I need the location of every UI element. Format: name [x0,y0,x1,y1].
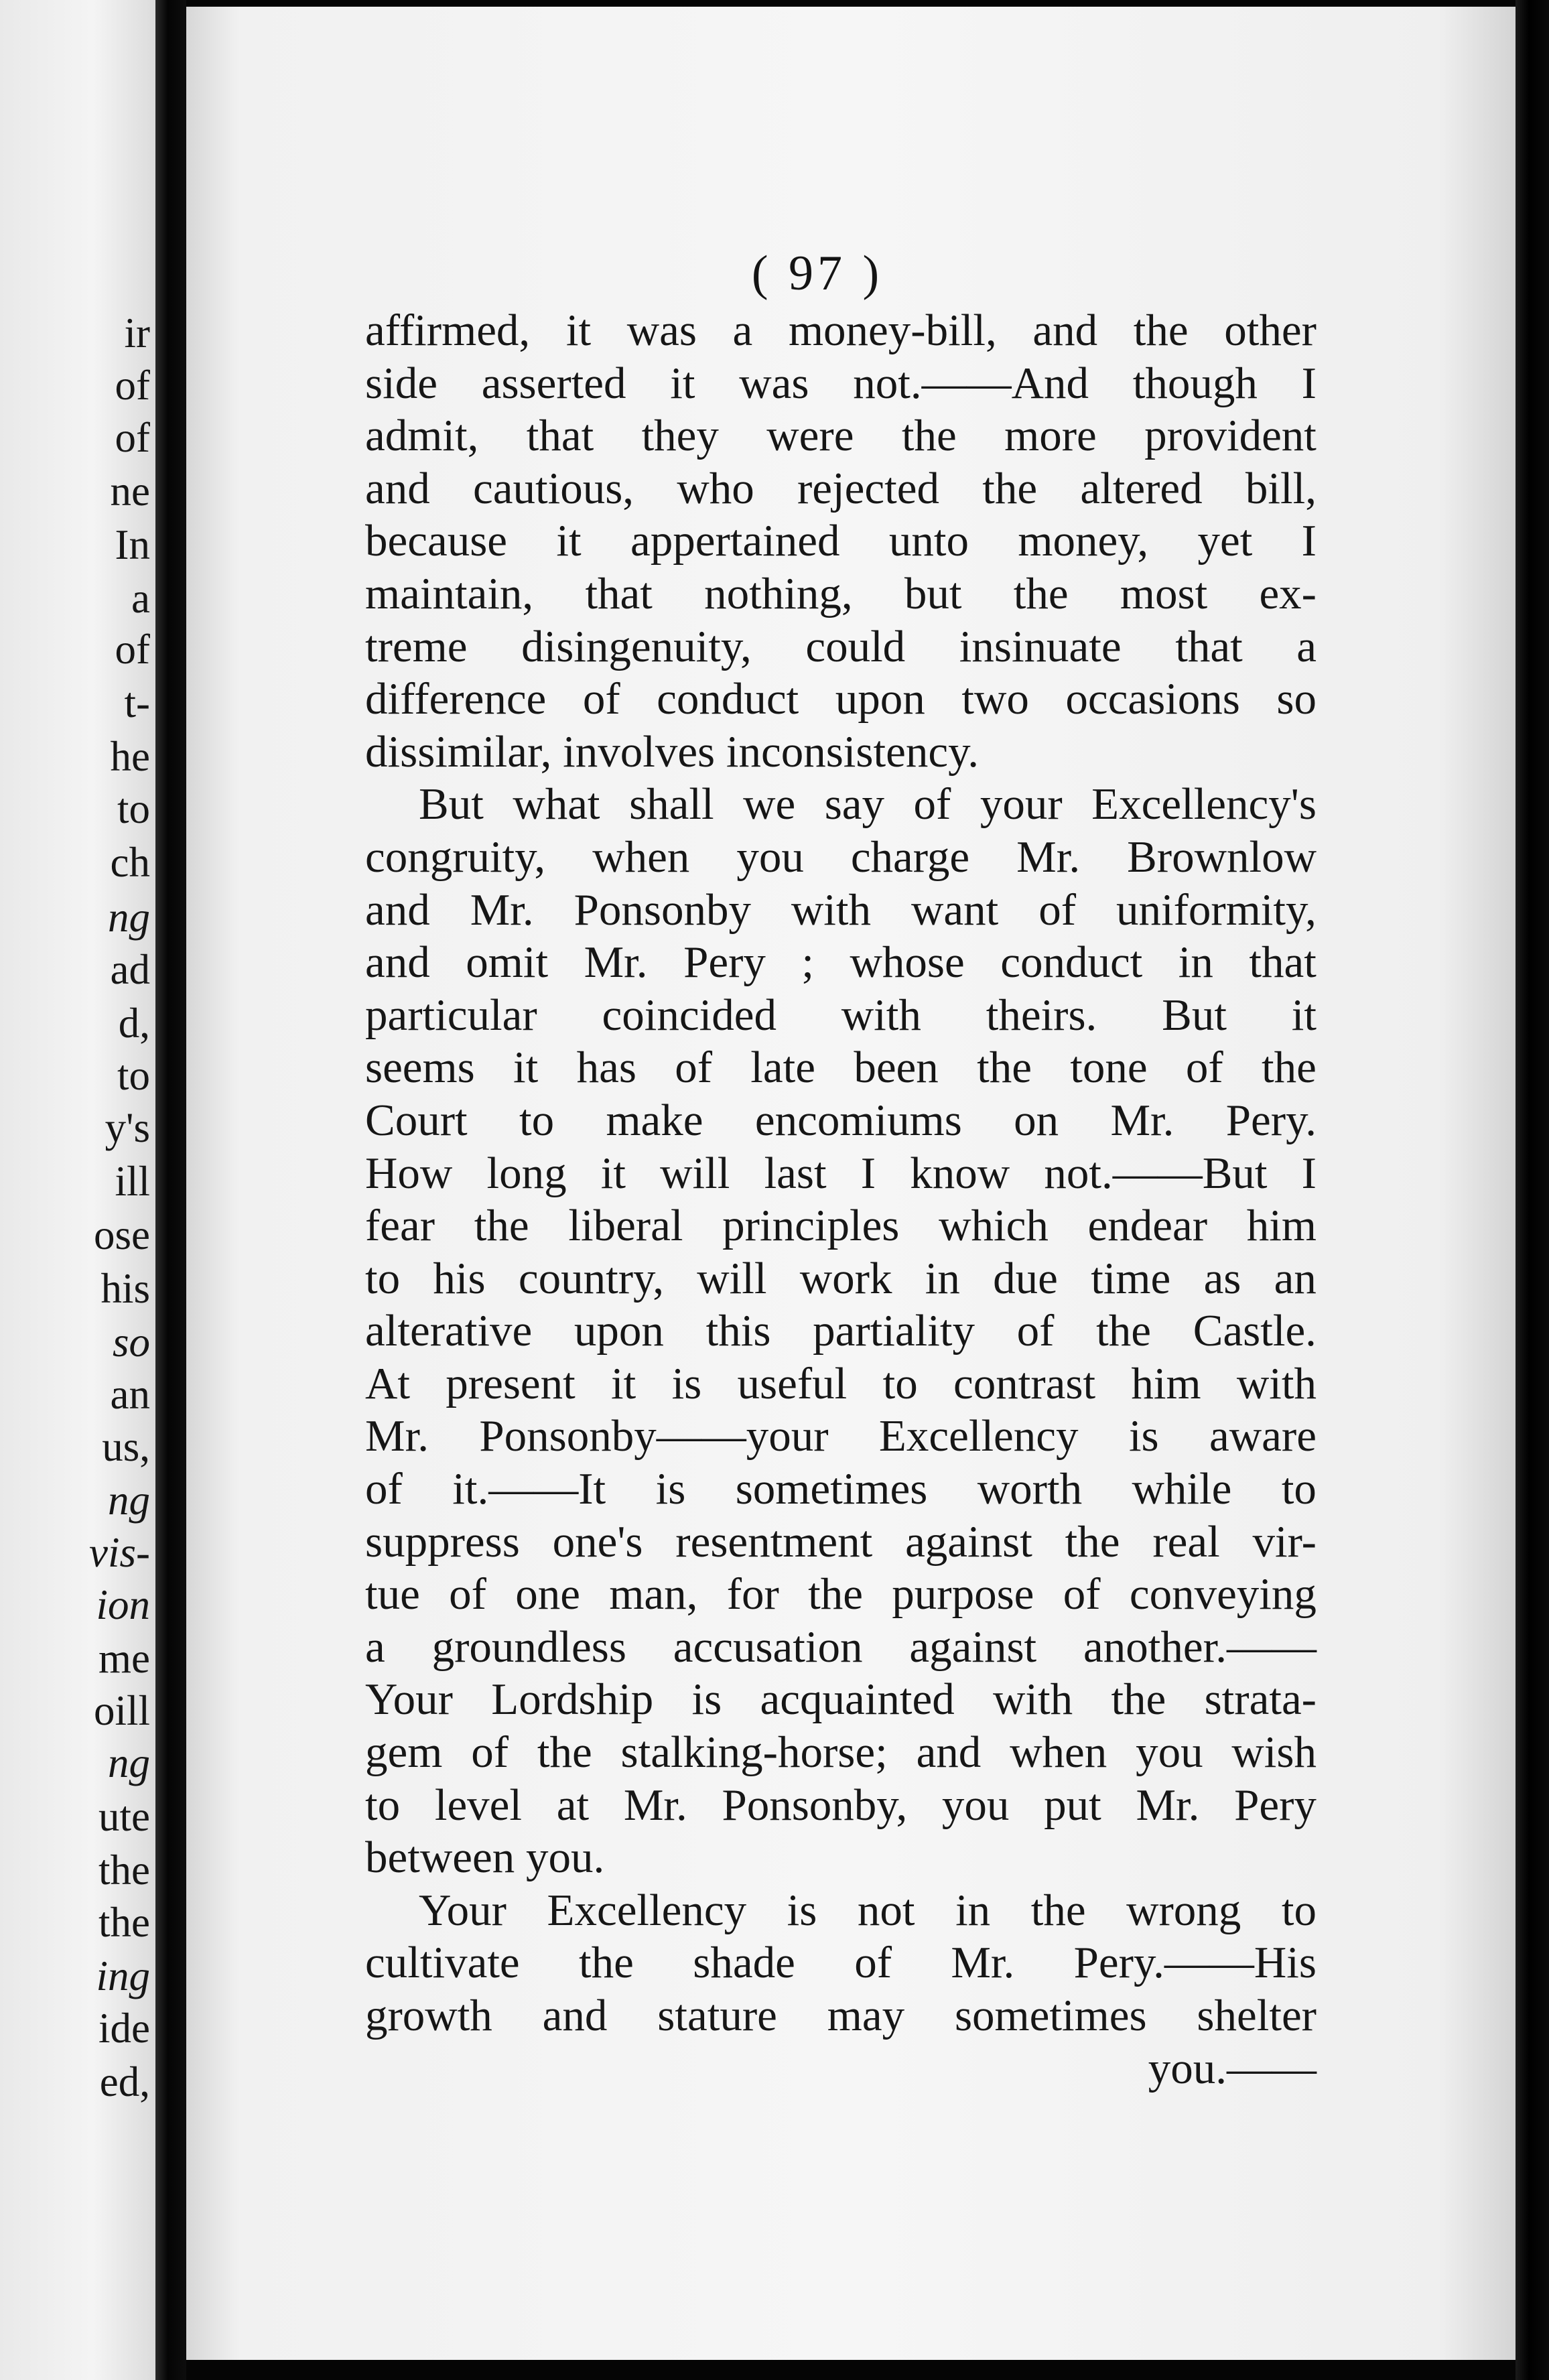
text-line: cultivate the shade of Mr. Pery.——His [365,1938,1317,1988]
left-margin-fragment: a [131,575,150,622]
text-line: suppress one's resentment against the real vir- [365,1516,1317,1567]
text-line: admit, that they were the more provident [365,411,1317,461]
text-line: particular coincided with theirs. But it [365,990,1317,1040]
right-page-edge [1516,0,1549,2380]
left-margin-fragment: t- [124,679,150,726]
page-number: ( 97 ) [751,246,884,301]
text-line: gem of the stalking-horse; and when you wish [365,1727,1317,1778]
left-margin-fragment: ed, [99,2058,150,2105]
text-line: affirmed, it was a money-bill, and the other [365,306,1317,355]
left-margin-fragment: to [117,785,150,832]
left-margin-fragment: so [112,1319,150,1366]
text-line: to his country, will work in due time as an [365,1253,1317,1303]
text-line: Mr. Ponsonby——your Excellency is aware [365,1411,1317,1461]
text-line: Your Lordship is acquainted with the strata- [365,1674,1317,1725]
text-line: congruity, when you charge Mr. Brownlow [365,832,1317,882]
left-margin-fragment: ill [115,1158,150,1205]
text-line: a groundless accusation against another.—— [365,1622,1317,1672]
left-margin-fragment: vis- [89,1529,150,1576]
left-margin-fragment: us, [102,1423,150,1470]
text-line: fear the liberal principles which endear him [365,1201,1317,1251]
left-margin-fragment: ng [108,1477,150,1524]
left-margin-fragment: of [115,626,150,673]
text-line: maintain, that nothing, but the most ex- [365,568,1317,618]
left-margin-fragment: to [117,1052,150,1099]
text-line: But what shall we say of your Excellency's [419,779,1317,830]
left-margin-fragment: an [110,1371,150,1418]
left-margin-fragment: ute [98,1793,150,1840]
left-margin-fragment: ne [110,468,150,515]
text-line: dissimilar, involves inconsistency. [365,726,979,777]
left-margin-fragment: ion [96,1581,150,1628]
left-margin-fragment: oill [93,1687,150,1734]
left-margin-fragment: y's [105,1104,150,1151]
left-margin-fragment: In [115,521,150,568]
text-line: difference of conduct upon two occasions so [365,674,1317,724]
left-margin-fragment: ing [96,1953,150,1999]
text-line: seems it has of late been the tone of the [365,1043,1317,1093]
left-margin-fragment: d, [118,1000,150,1047]
text-line: and Mr. Ponsonby with want of uniformity, [365,884,1317,935]
text-line: tue of one man, for the purpose of conveying [365,1569,1317,1619]
text-line: growth and stature may sometimes shelter [365,1991,1317,2040]
left-margin-fragment: the [98,1899,150,1946]
left-margin-fragment: ch [110,839,150,886]
left-margin-fragment: ng [108,894,150,941]
left-margin-fragment: ir [124,310,150,356]
text-line: How long it will last I know not.——But I [365,1148,1317,1198]
text-line: you.—— [1148,2043,1317,2093]
left-margin-fragment: me [98,1635,150,1682]
book-gutter [155,0,186,2380]
left-margin-fragment: of [115,414,150,461]
text-line: alterative upon this partiality of the Castle. [365,1306,1317,1356]
left-margin-fragment: ide [98,2005,150,2052]
left-page-edge [0,0,155,2380]
left-margin-fragment: his [100,1265,150,1312]
text-line: and omit Mr. Pery ; whose conduct in that [365,937,1317,988]
text-line: side asserted it was not.——And though I [365,358,1317,408]
left-margin-fragment: the [98,1847,150,1894]
text-line: and cautious, who rejected the altered bill, [365,463,1317,513]
text-line: because it appertained unto money, yet I [365,516,1317,566]
left-margin-fragment: he [110,733,150,780]
page-text [365,304,1317,2095]
text-line: Court to make encomiums on Mr. Pery. [365,1095,1317,1145]
text-line: Your Excellency is not in the wrong to [419,1885,1317,1935]
left-margin-fragment: ose [94,1211,150,1258]
text-line: between you. [365,1833,605,1883]
left-margin-fragment: of [115,362,150,409]
text-line: At present it is useful to contrast him with [365,1358,1317,1408]
text-line: of it.——It is sometimes worth while to [365,1464,1317,1514]
left-margin-fragment: ad [110,946,150,993]
text-line: to level at Mr. Ponsonby, you put Mr. Pery [365,1780,1317,1830]
text-line: treme disingenuity, could insinuate that a [365,621,1317,671]
left-margin-fragment: ng [108,1739,150,1786]
